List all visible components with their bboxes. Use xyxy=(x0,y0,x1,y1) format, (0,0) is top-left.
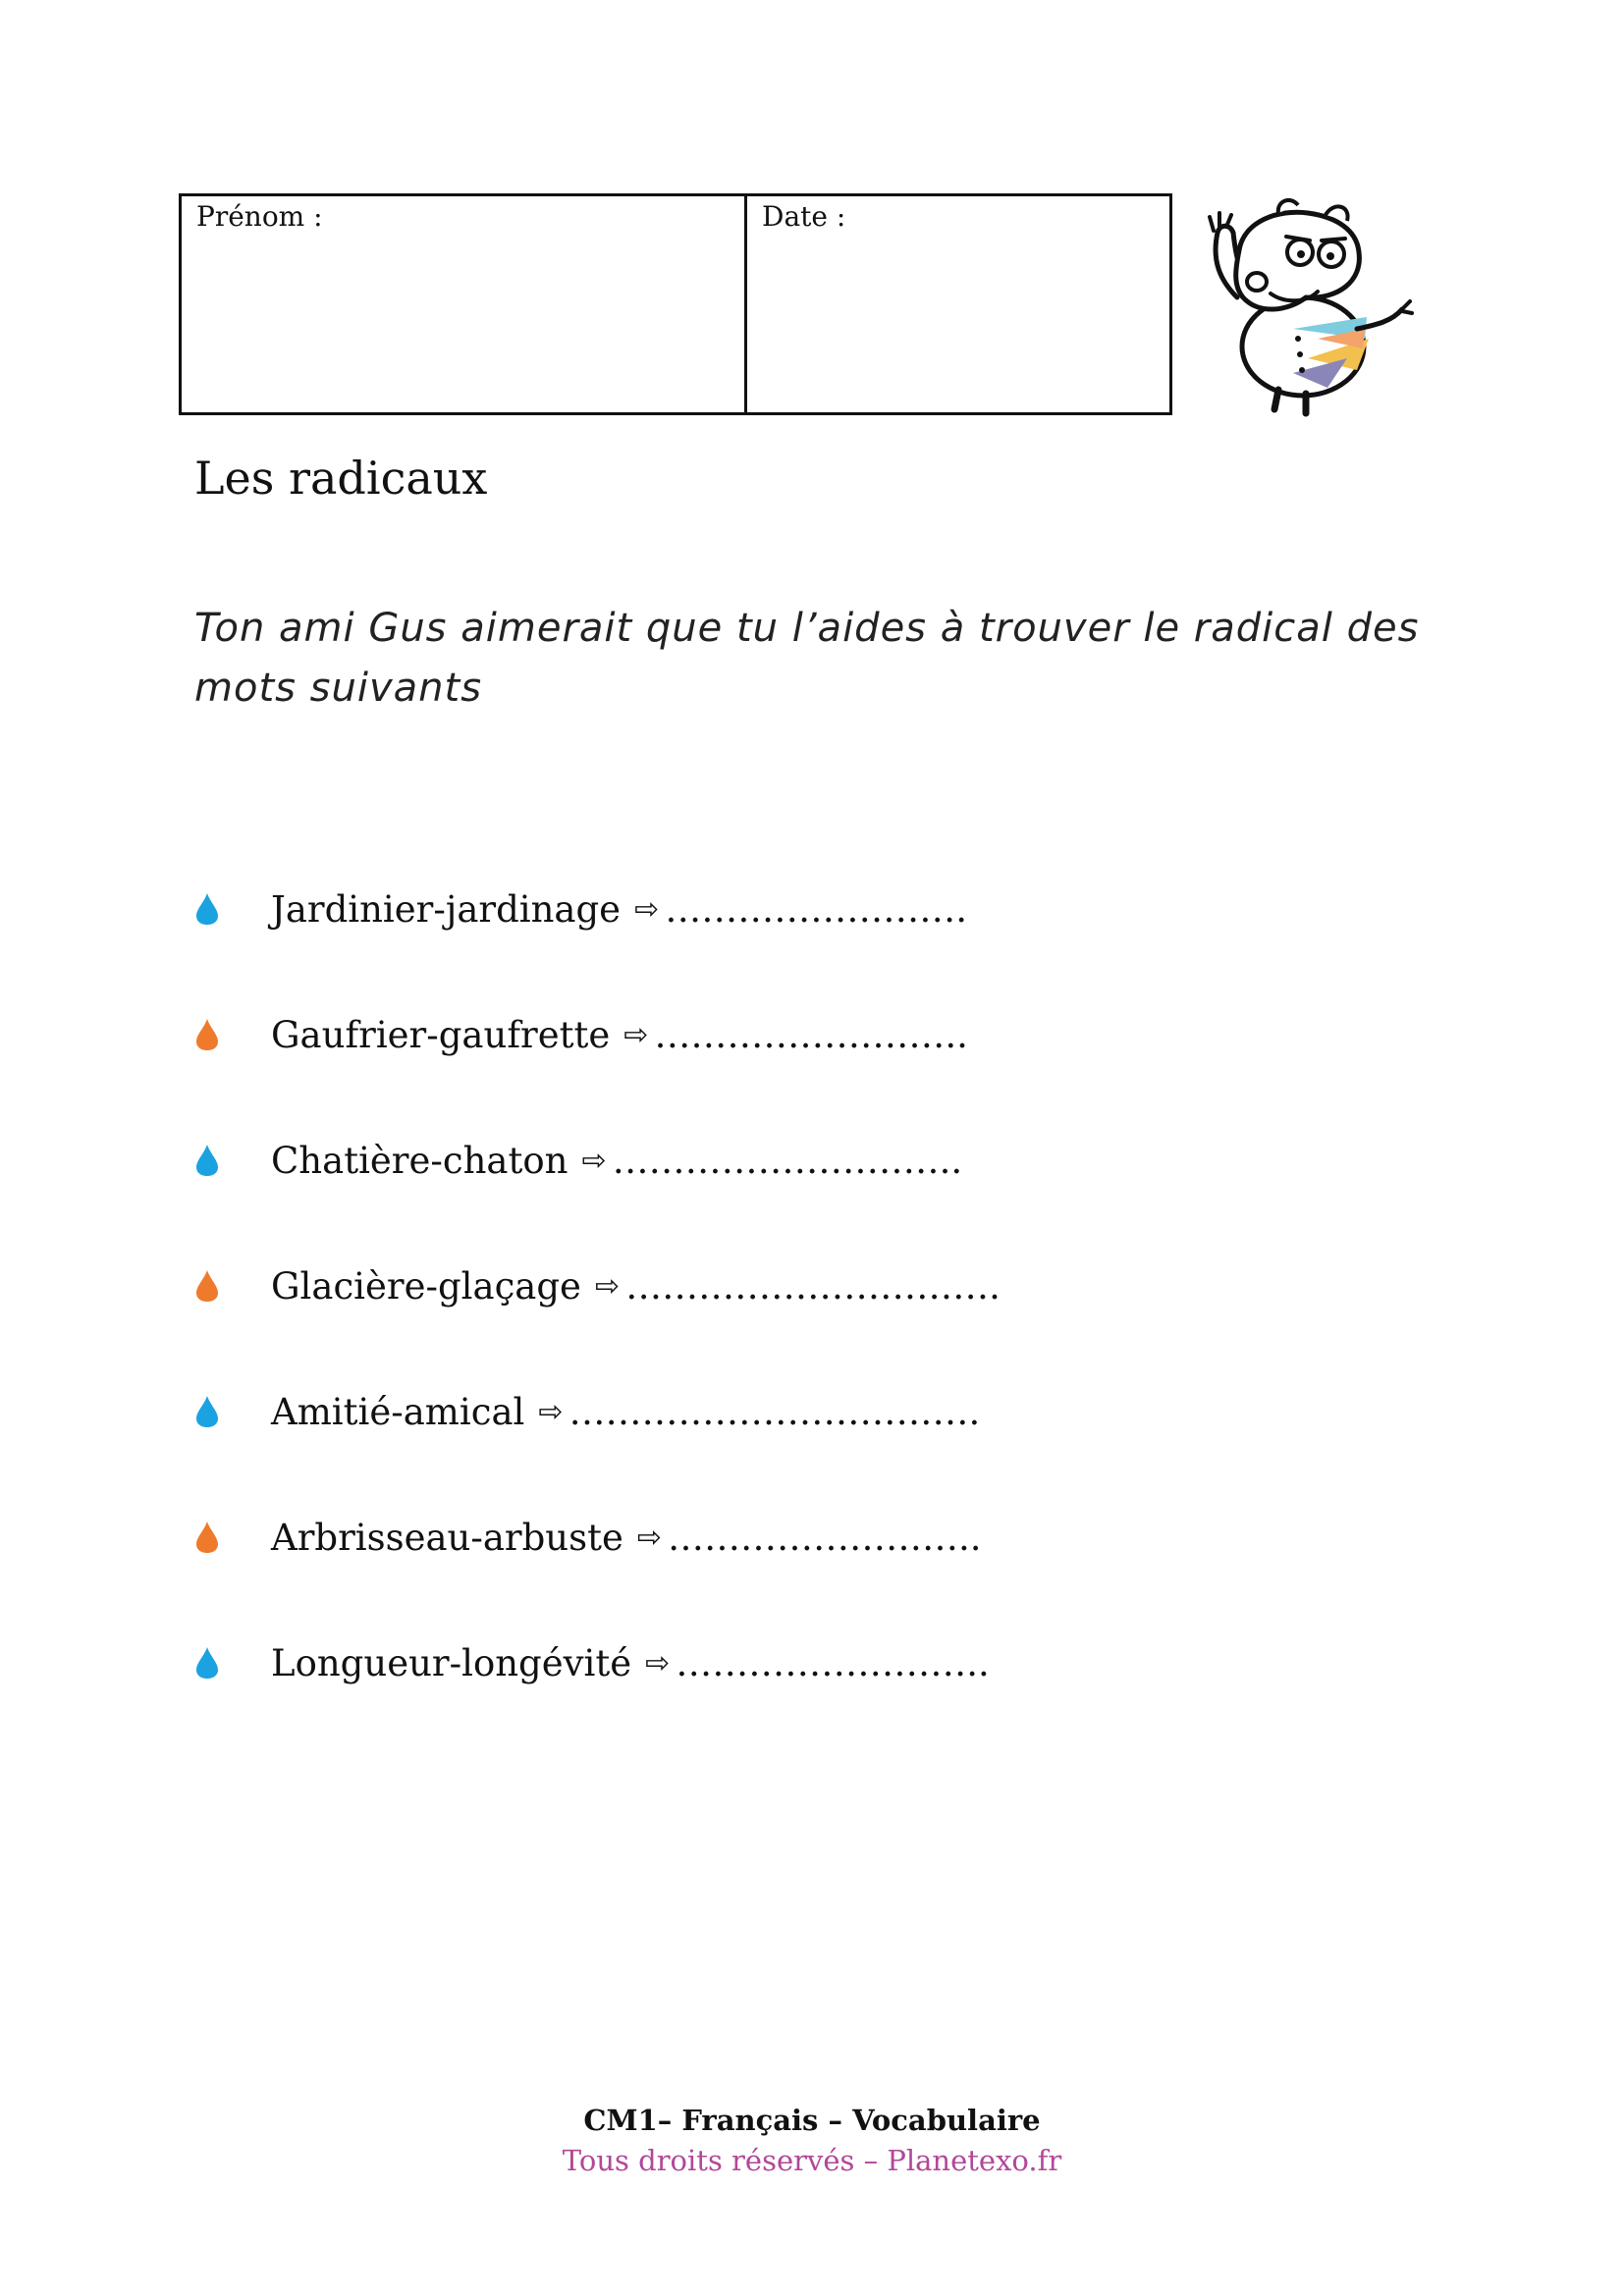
exercise-item xyxy=(194,1097,1001,1223)
answer-blank[interactable]: …………………….. xyxy=(654,1013,968,1056)
drop-bullet-icon xyxy=(194,1144,220,1177)
answer-blank[interactable]: ……………………………. xyxy=(568,1390,981,1433)
footer-rights: Tous droits réservés – Planetexo.fr xyxy=(562,2144,1062,2177)
drop-bullet-icon xyxy=(194,1521,220,1554)
drop-bullet-icon xyxy=(194,1395,220,1428)
arrow-right-icon: ⇨ xyxy=(634,891,660,927)
sheep-mascot-illustration xyxy=(1200,191,1416,417)
prenom-label: Prénom : xyxy=(196,200,323,233)
answer-blank[interactable]: …………………….. xyxy=(676,1641,990,1684)
word-pair: Chatière-chaton xyxy=(271,1139,568,1182)
exercise-item xyxy=(194,1474,1001,1600)
exercise-item xyxy=(194,846,1001,972)
word-pair: Longueur-longévité xyxy=(271,1641,632,1684)
arrow-right-icon: ⇨ xyxy=(623,1017,649,1052)
arrow-right-icon: ⇨ xyxy=(645,1645,671,1681)
drop-bullet-icon xyxy=(194,1646,220,1680)
date-cell[interactable] xyxy=(747,196,1169,412)
drop-bullet-icon xyxy=(194,1269,220,1303)
answer-blank[interactable]: …………………….. xyxy=(668,1516,982,1559)
date-label: Date : xyxy=(762,200,846,233)
answer-blank[interactable]: ……………………….. xyxy=(612,1139,963,1182)
prenom-cell[interactable] xyxy=(182,196,747,412)
word-pair: Gaufrier-gaufrette xyxy=(271,1013,611,1056)
name-date-box xyxy=(179,193,1172,415)
answer-blank[interactable]: …………………………. xyxy=(625,1264,1001,1308)
exercise-list xyxy=(194,846,1001,1726)
exercise-item xyxy=(194,1349,1001,1474)
exercise-item xyxy=(194,1600,1001,1726)
answer-blank[interactable]: ……………………. xyxy=(665,887,967,931)
exercise-item xyxy=(194,1223,1001,1349)
word-pair: Arbrisseau-arbuste xyxy=(271,1516,623,1559)
arrow-right-icon: ⇨ xyxy=(538,1394,564,1429)
arrow-right-icon: ⇨ xyxy=(636,1520,663,1555)
arrow-right-icon: ⇨ xyxy=(581,1143,607,1178)
exercise-item xyxy=(194,972,1001,1097)
word-pair: Jardinier-jardinage xyxy=(271,887,622,931)
footer-course: CM1– Français – Vocabulaire xyxy=(583,2104,1041,2137)
arrow-right-icon: ⇨ xyxy=(594,1268,621,1304)
word-pair: Amitié-amical xyxy=(271,1390,525,1433)
drop-bullet-icon xyxy=(194,892,220,926)
drop-bullet-icon xyxy=(194,1018,220,1051)
instruction-text: Ton ami Gus aimerait que tu l’aides à trouver le radical des mots suivants xyxy=(194,606,1420,711)
page-title: Les radicaux xyxy=(194,452,488,505)
word-pair: Glacière-glaçage xyxy=(271,1264,581,1308)
